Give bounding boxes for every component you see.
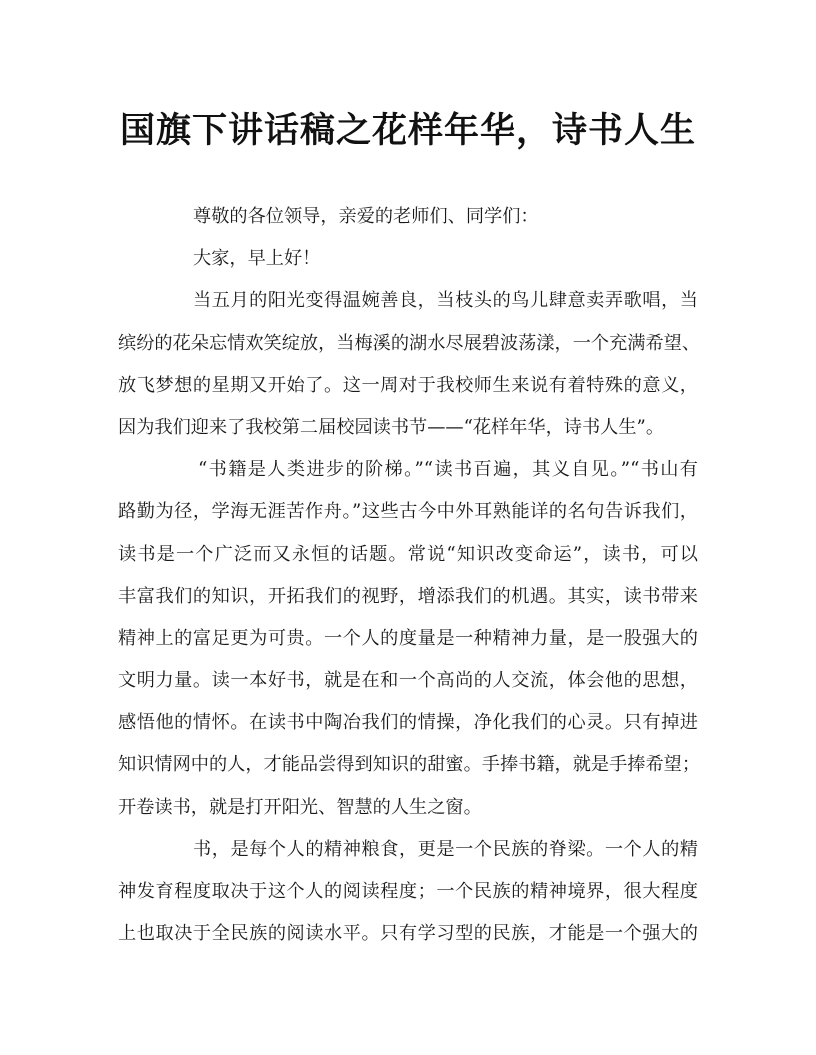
paragraph-line: 放飞梦想的星期又开始了。这一周对于我校师生来说有着特殊的意义， xyxy=(118,374,698,396)
salutation-line: 尊敬的各位领导，亲爱的老师们、同学们： xyxy=(193,206,539,227)
paragraph-line: 因为我们迎来了我校第二届校园读书节——“花样年华，诗书人生”。 xyxy=(118,416,665,438)
paragraph-line: 神发育程度取决于这个人的阅读程度；一个民族的精神境界，很大程度 xyxy=(118,881,698,902)
paragraph-line: 书，是每个人的精神粮食，更是一个民族的脊梁。一个人的精 xyxy=(193,838,698,860)
paragraph-line: “书籍是人类进步的阶梯。”“读书百遍，其义自见。”“书山有 xyxy=(198,459,698,481)
greeting-line: 大家，早上好！ xyxy=(193,248,321,270)
paragraph-line: 当五月的阳光变得温婉善良，当枝头的鸟儿肆意卖弄歌唱，当 xyxy=(193,290,698,312)
paragraph-line: 知识情网中的人，才能品尝得到知识的甜蜜。手捧书籍，就是手捧希望； xyxy=(118,754,701,776)
paragraph-line: 丰富我们的知识，开拓我们的视野，增添我们的机遇。其实，读书带来 xyxy=(118,585,698,607)
paragraph-line: 缤纷的花朵忘情欢笑绽放，当梅溪的湖水尽展碧波荡漾，一个充满希望、 xyxy=(118,332,701,354)
paragraph-line: 文明力量。读一本好书，就是在和一个高尚的人交流，体会他的思想， xyxy=(118,670,698,692)
document-body xyxy=(118,196,701,955)
document-title: 国旗下讲话稿之花样年华，诗书人生 xyxy=(119,110,696,151)
paragraph-line: 感悟他的情怀。在读书中陶冶我们的情操，净化我们的心灵。只有掉进 xyxy=(118,712,698,734)
paragraph-line: 开卷读书，就是打开阳光、智慧的人生之窗。 xyxy=(118,796,482,818)
paragraph-line: 上也取决于全民族的阅读水平。只有学习型的民族，才能是一个强大的 xyxy=(118,923,698,945)
paragraph-line: 读书是一个广泛而又永恒的话题。常说“知识改变命运”，读书，可以 xyxy=(118,543,698,565)
paragraph-line: 路勤为径，学海无涯苦作舟。”这些古今中外耳熟能详的名句告诉我们， xyxy=(118,501,698,523)
paragraph-line: 精神上的富足更为可贵。一个人的度量是一种精神力量，是一股强大的 xyxy=(118,627,698,649)
